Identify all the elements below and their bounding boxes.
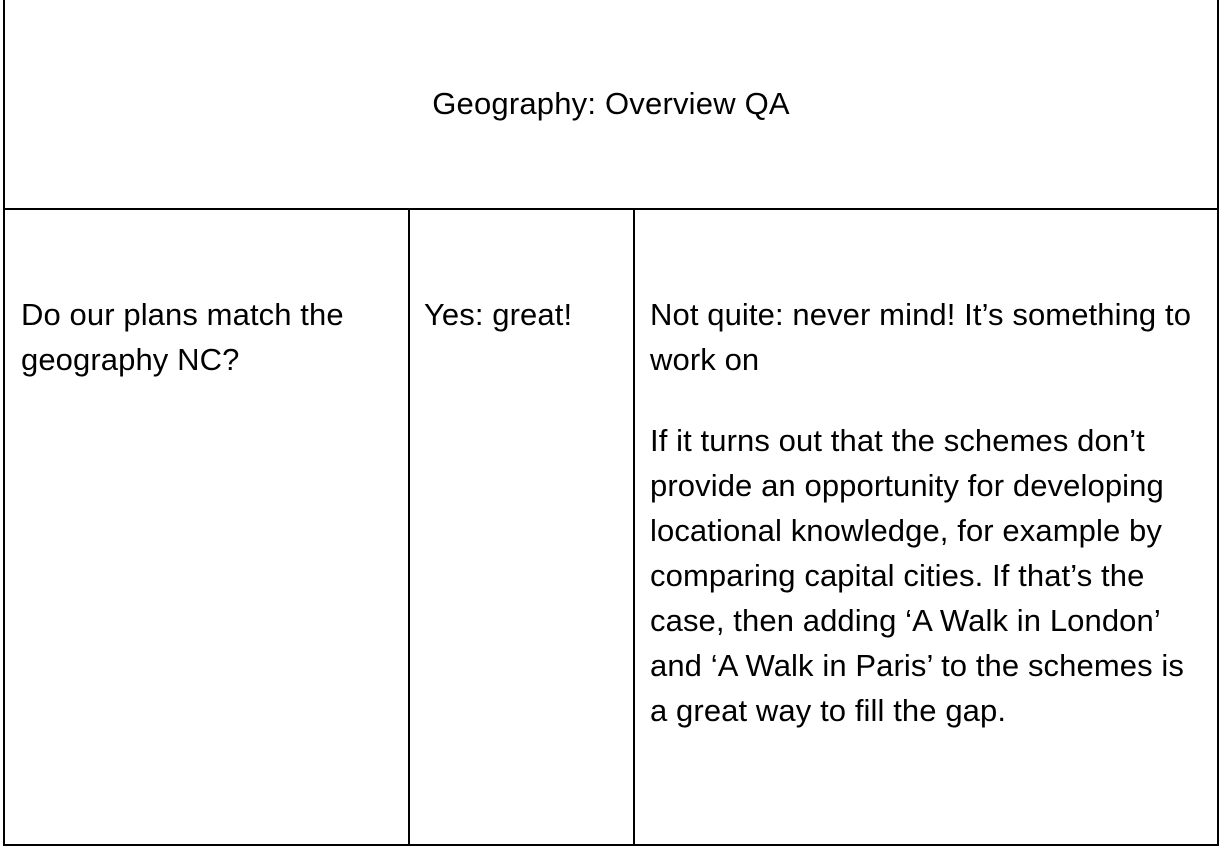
not-quite-cell: [635, 210, 1217, 844]
title-row: [5, 0, 1217, 210]
not-quite-detail-text: If it turns out that the schemes don’t provide an opportunity for developing locational knowledge, for example by comparing capital cities. If that’s the case, then adding ‘A Walk in London’ and ‘A Walk in Paris’ to the schemes is a great way to fill the gap.: [650, 423, 1184, 728]
question-cell: [5, 210, 410, 844]
document-title: Geography: Overview QA: [432, 86, 790, 121]
yes-cell: [410, 210, 635, 844]
qa-table: [3, 0, 1219, 846]
yes-answer-text: Yes: great!: [424, 297, 573, 332]
not-quite-lead-text: Not quite: never mind! It’s something to work on: [650, 297, 1192, 377]
question-text: Do our plans match the geography NC?: [21, 297, 344, 377]
